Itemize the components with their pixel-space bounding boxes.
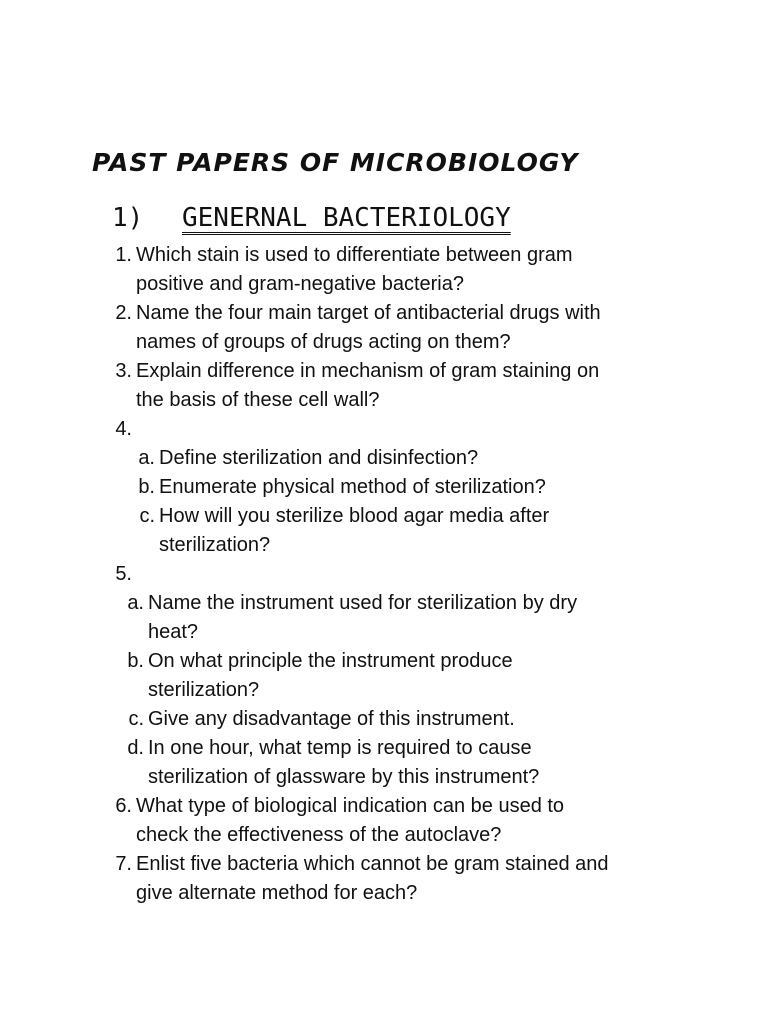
document-title: PAST PAPERS OF MICROBIOLOGY xyxy=(92,148,579,177)
question-text: positive and gram-negative bacteria? xyxy=(136,273,464,295)
question-number: 6. xyxy=(115,795,132,817)
question-number: b. xyxy=(127,650,144,672)
question-number: 1. xyxy=(115,244,132,266)
question-text: On what principle the instrument produce xyxy=(148,650,513,672)
question-text: Define sterilization and disinfection? xyxy=(159,447,479,469)
question-item xyxy=(0,241,768,270)
question-item xyxy=(0,357,768,386)
question-continuation xyxy=(0,531,768,560)
question-number: c. xyxy=(139,505,155,527)
question-item xyxy=(0,792,768,821)
question-item xyxy=(0,705,768,734)
question-item xyxy=(0,299,768,328)
question-number: c. xyxy=(128,708,144,730)
question-continuation xyxy=(0,270,768,299)
question-continuation xyxy=(0,328,768,357)
section-title: GENERNAL BACTERIOLOGY xyxy=(182,203,511,233)
question-text: sterilization? xyxy=(148,679,260,701)
question-text: Name the four main target of antibacterial drugs with xyxy=(136,302,601,324)
question-number: a. xyxy=(138,447,155,469)
question-text: Enumerate physical method of sterilization? xyxy=(159,476,546,498)
question-item xyxy=(0,502,768,531)
question-text: heat? xyxy=(148,621,199,643)
question-text: Explain difference in mechanism of gram staining on xyxy=(136,360,600,382)
question-continuation xyxy=(0,821,768,850)
question-number: 5. xyxy=(115,563,132,585)
question-text: sterilization? xyxy=(159,534,271,556)
question-number: b. xyxy=(138,476,155,498)
question-continuation xyxy=(0,386,768,415)
question-number: 3. xyxy=(115,360,132,382)
question-item xyxy=(0,473,768,502)
question-text: names of groups of drugs acting on them? xyxy=(136,331,511,353)
question-text: Give any disadvantage of this instrument. xyxy=(148,708,515,730)
question-text: check the effectiveness of the autoclave? xyxy=(136,824,502,846)
question-text: give alternate method for each? xyxy=(136,882,418,904)
question-continuation xyxy=(0,676,768,705)
section-heading xyxy=(112,200,511,236)
question-item xyxy=(0,734,768,763)
question-continuation xyxy=(0,763,768,792)
question-list xyxy=(0,241,768,908)
question-number: 2. xyxy=(115,302,132,324)
question-item xyxy=(0,560,768,589)
question-item xyxy=(0,850,768,879)
question-item xyxy=(0,444,768,473)
question-continuation xyxy=(0,879,768,908)
section-number: 1) xyxy=(112,203,144,233)
question-text: sterilization of glassware by this instrument? xyxy=(148,766,540,788)
question-continuation xyxy=(0,618,768,647)
question-item xyxy=(0,589,768,618)
question-text: the basis of these cell wall? xyxy=(136,389,380,411)
question-item xyxy=(0,415,768,444)
question-text: Name the instrument used for sterilization by dry xyxy=(148,592,578,614)
question-text: What type of biological indication can be used to xyxy=(136,795,565,817)
question-item xyxy=(0,647,768,676)
question-number: d. xyxy=(127,737,144,759)
question-text: Enlist five bacteria which cannot be gram stained and xyxy=(136,853,609,875)
question-text: Which stain is used to differentiate between gram xyxy=(136,244,573,266)
question-number: 7. xyxy=(115,853,132,875)
question-number: a. xyxy=(127,592,144,614)
question-text: In one hour, what temp is required to cause xyxy=(148,737,532,759)
question-text: How will you sterilize blood agar media after xyxy=(159,505,550,527)
question-number: 4. xyxy=(115,418,132,440)
